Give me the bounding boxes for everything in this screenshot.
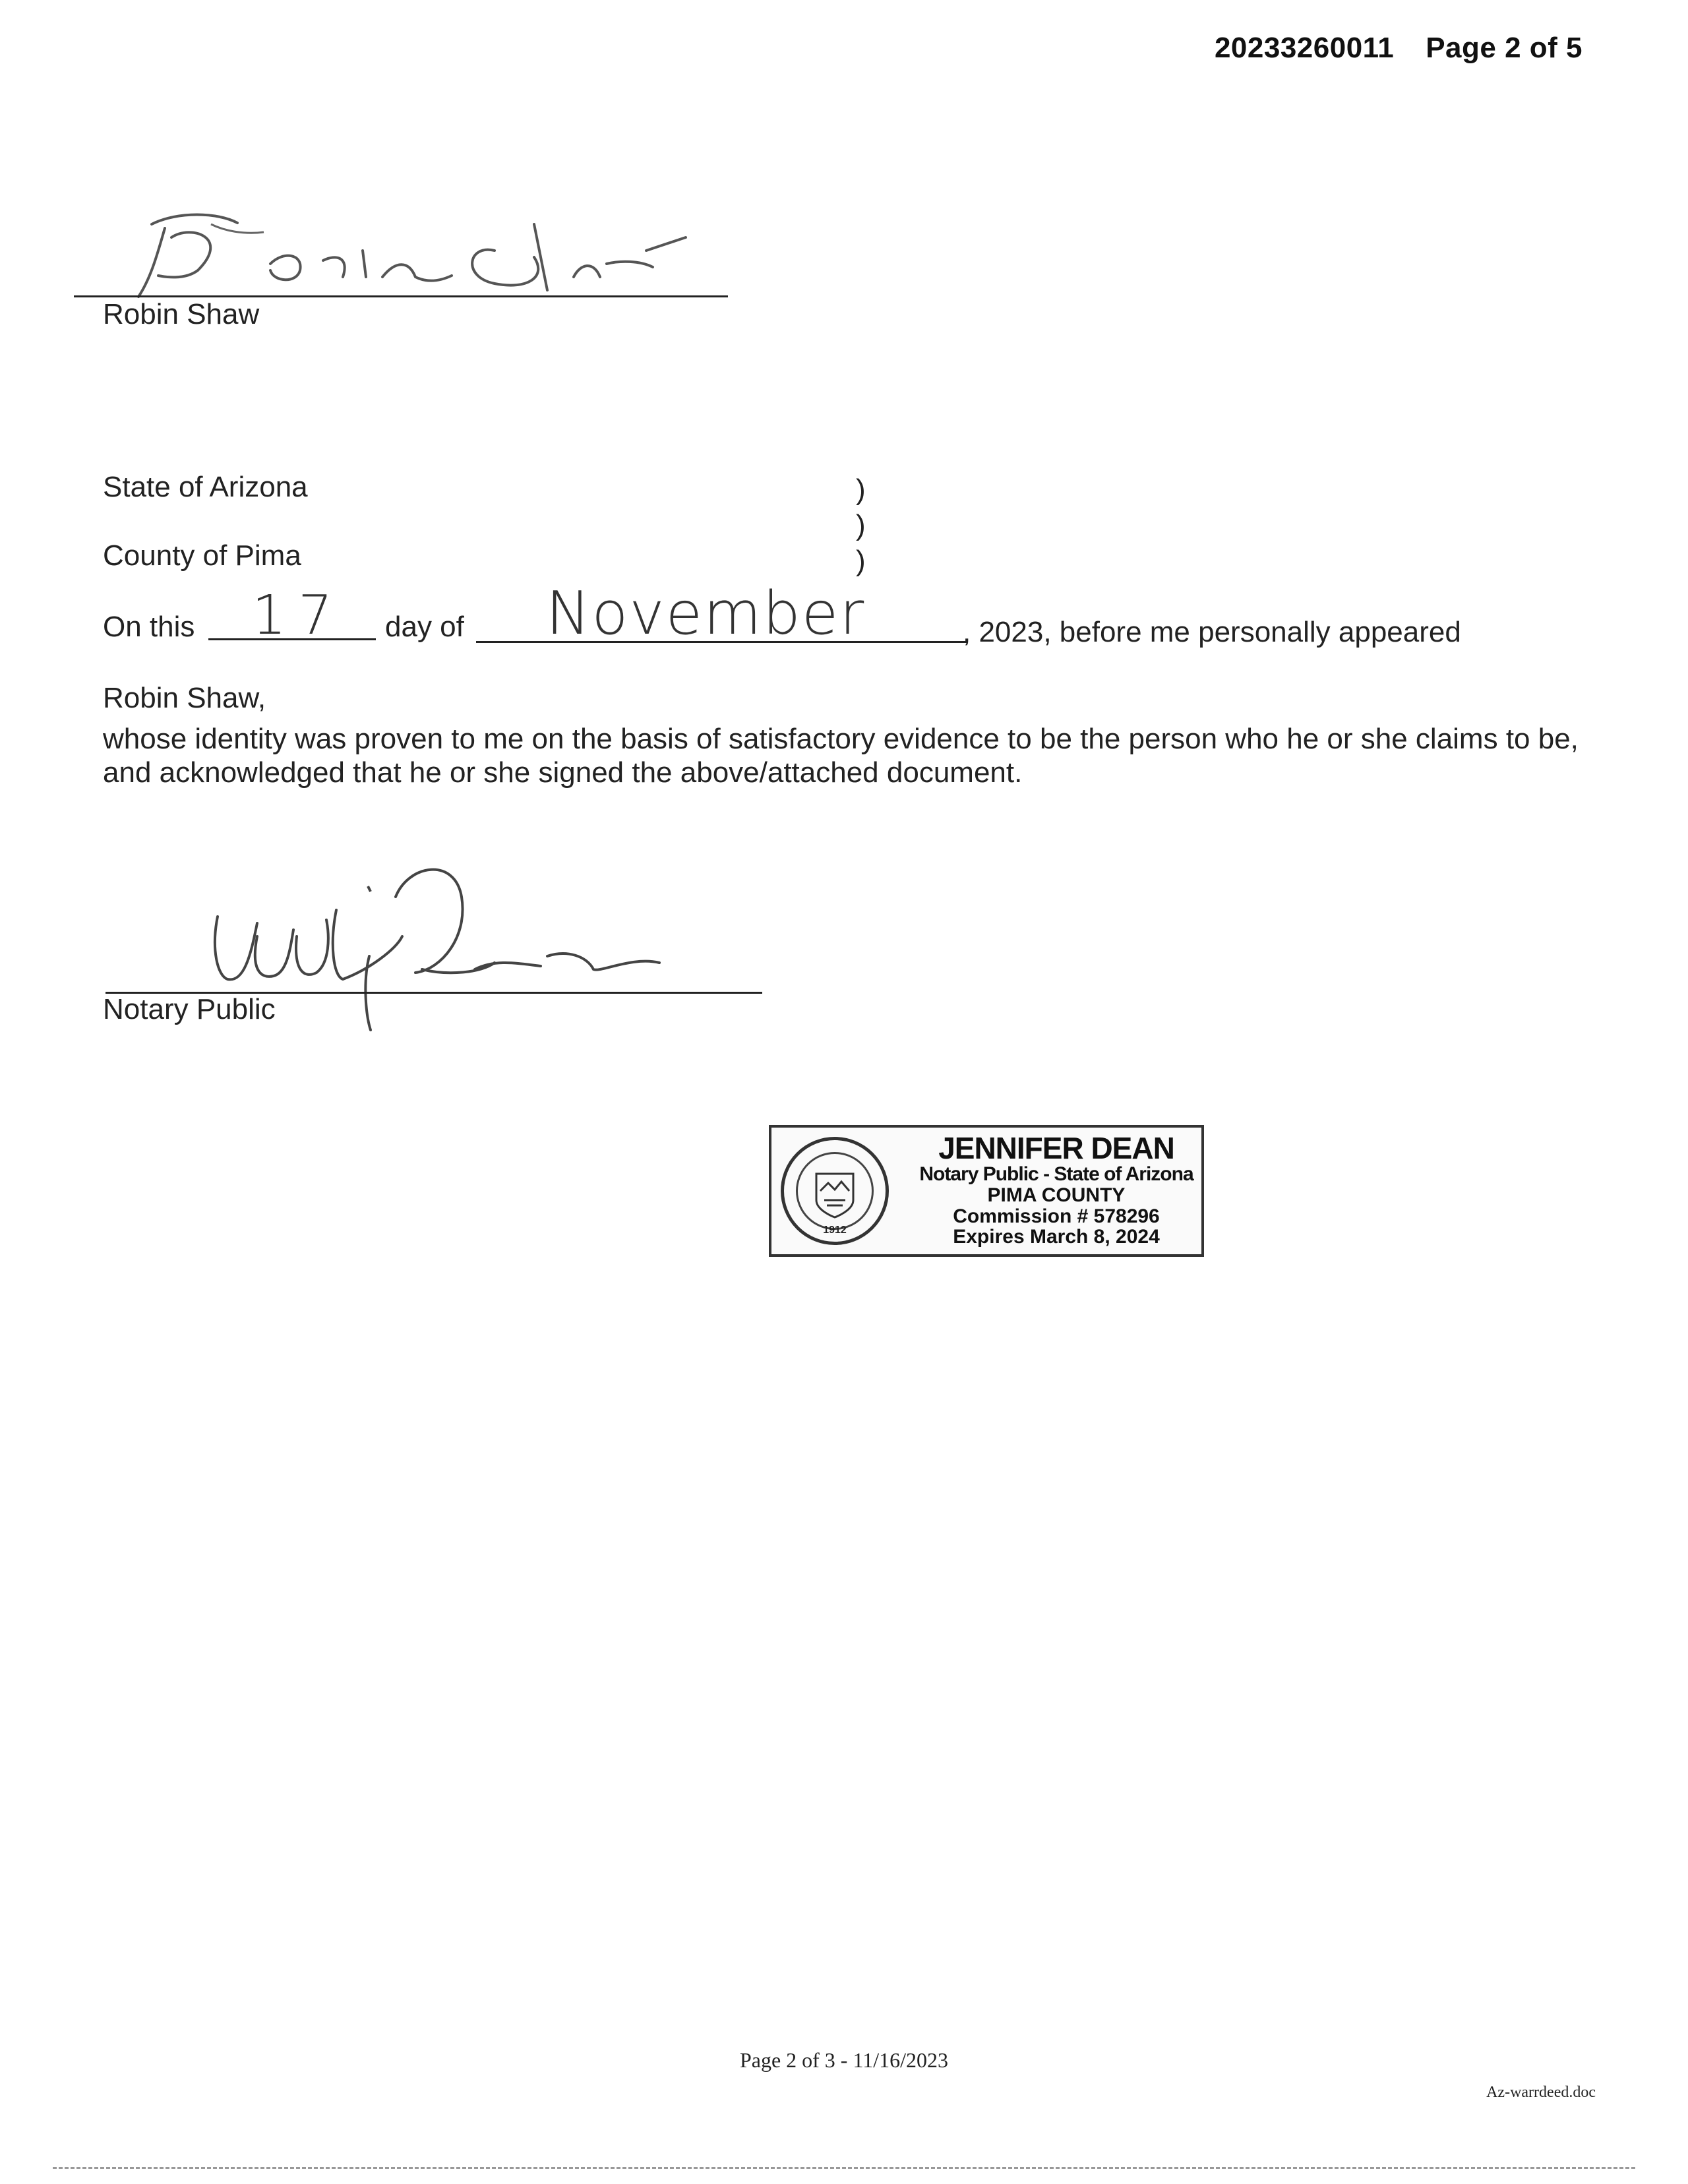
- grantor-signature-image: [73, 198, 706, 310]
- notary-title: Notary Public - State of Arizona: [919, 1163, 1193, 1185]
- document-number: 20233260011: [1214, 32, 1395, 64]
- notary-public-label: Notary Public: [103, 993, 276, 1025]
- venue-county: County of Pima: [103, 539, 301, 572]
- page-label: Page 2 of 5: [1426, 32, 1582, 64]
- document-filename: Az-warrdeed.doc: [1486, 2084, 1596, 2101]
- notary-expiration: Expires March 8, 2024: [953, 1226, 1160, 1248]
- venue-state: State of Arizona: [103, 471, 308, 503]
- notary-county: PIMA COUNTY: [987, 1184, 1126, 1206]
- seal-emblem-icon: [798, 1154, 872, 1228]
- acknowledgment-statement: whose identity was proven to me on the basis of satisfactory evidence to be the person who he or she claims to be, and acknowledged that he or she signed the above/attached document.: [103, 723, 1579, 789]
- venue-bracket-2: ): [856, 509, 866, 541]
- grantor-printed-name: Robin Shaw: [103, 298, 260, 330]
- page-footer: Page 2 of 3 - 11/16/2023: [739, 2048, 949, 2072]
- venue-bracket-1: ): [856, 473, 866, 506]
- grantor-signature-line: [74, 295, 728, 297]
- notary-stamp: [769, 1125, 1204, 1257]
- venue-bracket-3: ): [856, 545, 866, 577]
- scan-edge-rule: [53, 2167, 1635, 2169]
- month-value: November: [546, 579, 866, 648]
- notary-name: JENNIFER DEAN: [938, 1131, 1174, 1165]
- day-of-label: day of: [385, 611, 464, 643]
- acknowledgment-suffix: , 2023, before me personally appeared: [963, 616, 1461, 648]
- state-seal: [781, 1137, 889, 1245]
- day-value: 17: [252, 584, 345, 647]
- seal-year: 1912: [823, 1225, 847, 1236]
- seal-inner-ring: [796, 1152, 874, 1230]
- appeared-name: Robin Shaw,: [103, 682, 266, 714]
- stamp-text-block: [918, 1133, 1195, 1248]
- acknowledgment-prefix: On this: [103, 611, 195, 643]
- document-header: [1215, 32, 1582, 65]
- notary-commission: Commission # 578296: [953, 1205, 1160, 1227]
